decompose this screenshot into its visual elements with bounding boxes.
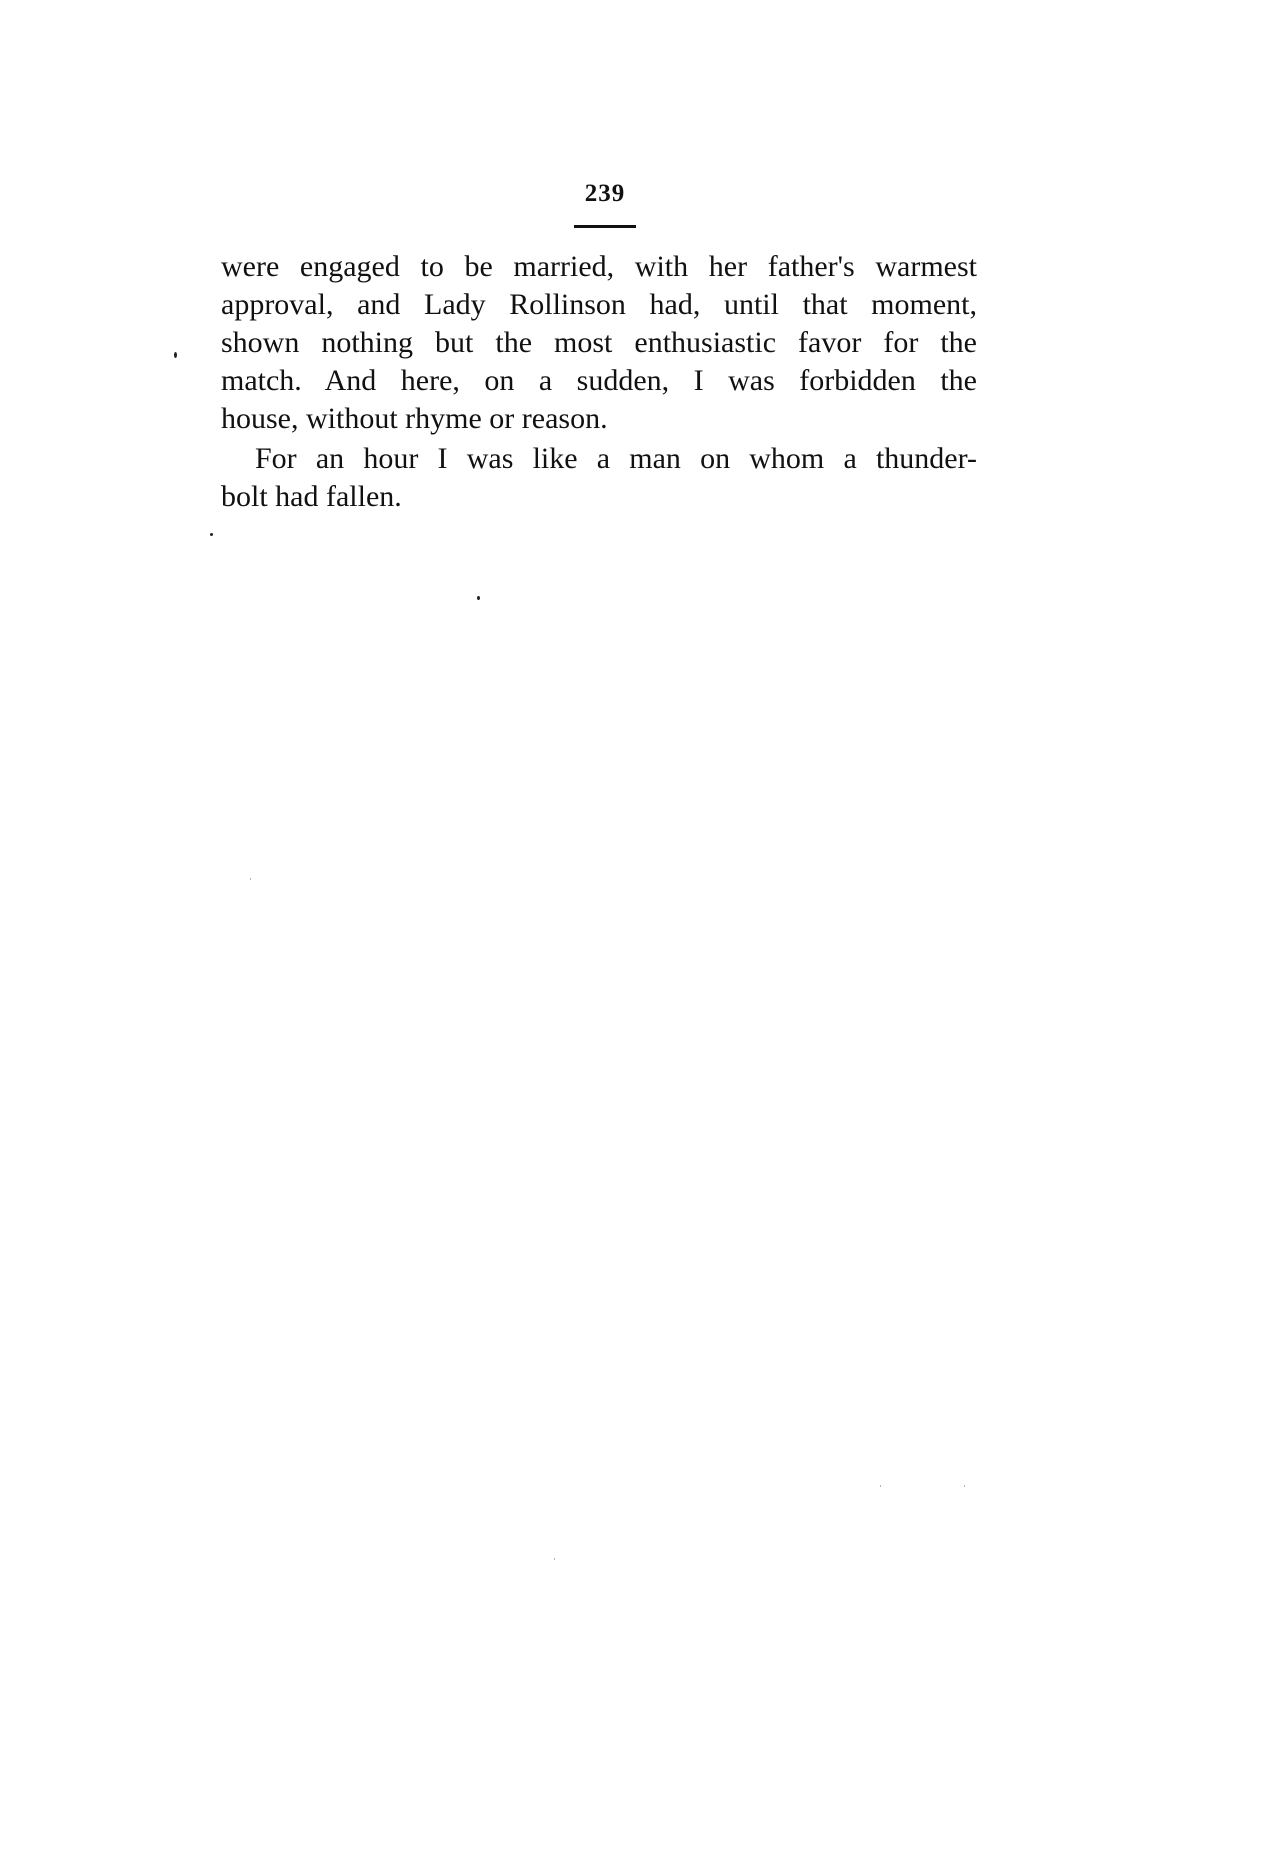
- paragraph: [221, 440, 977, 516]
- scan-speck: [554, 1558, 555, 1560]
- page-number: 239: [584, 180, 626, 207]
- text-line: shown nothing but the most enthusiastic favor for the: [221, 326, 977, 359]
- text-line: For an hour I was like a man on whom a thunder-: [255, 442, 977, 475]
- body-text: [221, 248, 977, 516]
- text-line: house, without rhyme or reason.: [221, 402, 608, 435]
- text-line: approval, and Lady Rollinson had, until that moment,: [221, 288, 977, 321]
- scan-speck: [880, 1485, 881, 1487]
- page-number-rule: [574, 225, 636, 228]
- scan-speck: [210, 533, 213, 536]
- text-line: match. And here, on a sudden, I was forbidden the: [221, 364, 977, 397]
- text-line: were engaged to be married, with her father's warmest: [221, 250, 977, 283]
- scan-speck: [250, 878, 251, 880]
- text-line: bolt had fallen.: [221, 480, 402, 513]
- scan-speck: [964, 1485, 965, 1487]
- scan-speck: [174, 352, 177, 358]
- scan-speck: [477, 596, 480, 600]
- paragraph: [221, 248, 977, 438]
